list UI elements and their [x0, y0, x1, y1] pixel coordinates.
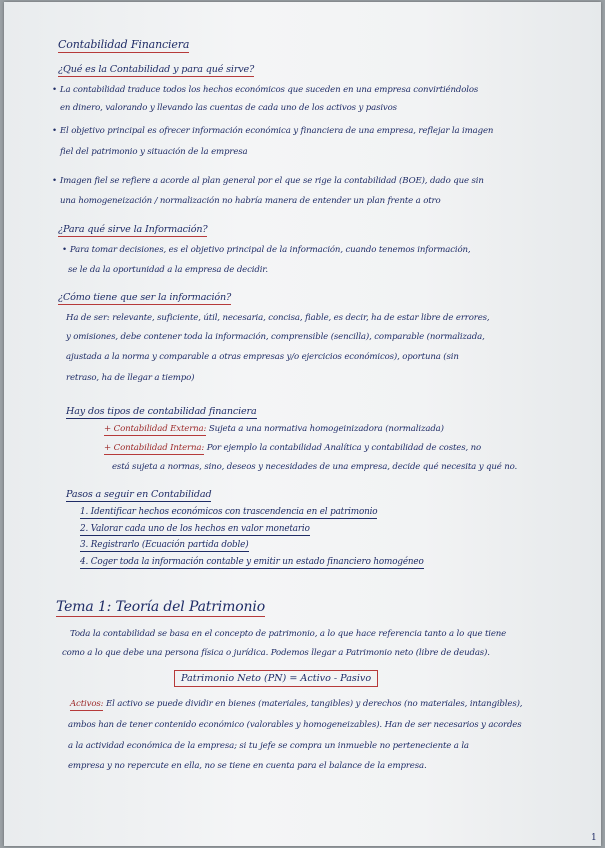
activos-line [70, 699, 522, 709]
bullet-dot-icon: • [52, 126, 57, 136]
text-line: se le da la oportunidad a la empresa de decidir. [68, 265, 268, 275]
tipo-interna [104, 443, 481, 453]
bullet-dot-icon: • [52, 85, 57, 95]
text-line: Imagen fiel se refiere a acorde al plan general por el que se rige la contabilidad (BOE), dado que sin [59, 176, 484, 186]
page-number: 1 [591, 833, 597, 843]
label-interna: + Contabilidad Interna: [104, 443, 205, 453]
notebook-page [4, 2, 601, 846]
page-title: Contabilidad Financiera [58, 38, 190, 51]
text-line: Sujeta a una normativa homogeinizadora (normalizada) [208, 424, 444, 434]
label-activos: Activos: [70, 699, 104, 709]
text-line: a la actividad económica de la empresa; si tu jefe se compra un inmueble no perteneciente a la [68, 741, 469, 751]
section-heading-tipos: Hay dos tipos de contabilidad financiera [66, 406, 257, 417]
paso-1: 1. Identificar hechos económicos con trascendencia en el patrimonio [80, 507, 378, 517]
text-line: La contabilidad traduce todos los hechos económicos que suceden en una empresa convirtiéndolos [59, 85, 479, 95]
paso-3: 3. Registrarlo (Ecuación partida doble) [80, 540, 249, 550]
text-line: empresa y no repercute en ella, no se tiene en cuenta para el balance de la empresa. [68, 761, 427, 771]
text-line: como a lo que debe una persona física o jurídica. Podemos llegar a Patrimonio neto (libre de deudas). [62, 648, 490, 658]
text-line: retraso, ha de llegar a tiempo) [66, 373, 195, 383]
bullet-line [52, 126, 493, 136]
bullet-line [62, 245, 471, 255]
text-line: Toda la contabilidad se basa en el concepto de patrimonio, a lo que hace referencia tanto a lo que tiene [70, 629, 507, 639]
text-line: ambos han de tener contenido económico (valorables y homogeneizables). Han de ser necesarios y acordes [68, 720, 522, 730]
bullet-dot-icon: • [52, 176, 57, 186]
bullet-dot-icon: • [62, 245, 67, 255]
text-line: El objetivo principal es ofrecer información económica y financiera de una empresa, reflejar la imagen [59, 126, 494, 136]
paso-4: 4. Coger toda la información contable y emitir un estado financiero homogéneo [80, 557, 424, 567]
text-line: Por ejemplo la contabilidad Analítica y contabilidad de costes, no [206, 443, 482, 453]
text-line: El activo se puede dividir en bienes (materiales, tangibles) y derechos (no materiales, intangibles), [105, 699, 523, 709]
bullet-line [52, 176, 484, 186]
section-heading-pasos: Pasos a seguir en Contabilidad [66, 489, 212, 500]
text-line: y omisiones, debe contener toda la información, comprensible (sencilla), comparable (normalizada, [66, 332, 485, 342]
section-heading-como: ¿Cómo tiene que ser la información? [58, 292, 232, 303]
text-line: está sujeta a normas, sino, deseos y necesidades de una empresa, decide qué necesita y qué no. [112, 462, 518, 472]
section-heading-para-que: ¿Para qué sirve la Información? [58, 224, 208, 235]
text-line: en dinero, valorando y llevando las cuentas de cada uno de los activos y pasivos [60, 103, 397, 113]
section-heading-que-es: ¿Qué es la Contabilidad y para qué sirve? [58, 64, 255, 75]
tipo-externa [104, 424, 444, 434]
text-line: fiel del patrimonio y situación de la empresa [60, 147, 248, 157]
text-line: Para tomar decisiones, es el objetivo principal de la información, cuando tenemos información, [69, 245, 471, 255]
text-line: una homogeneización / normalización no habría manera de entender un plan frente a otro [60, 196, 441, 206]
tema-heading: Tema 1: Teoría del Patrimonio [56, 599, 265, 615]
text-line: ajustada a la norma y comparable a otras empresas y/o ejercicios económicos), oportuna (sin [66, 352, 459, 362]
label-externa: + Contabilidad Externa: [104, 424, 207, 434]
bullet-line [52, 85, 478, 95]
formula-box: Patrimonio Neto (PN) = Activo - Pasivo [174, 670, 378, 687]
paso-2: 2. Valorar cada uno de los hechos en valor monetario [80, 524, 310, 534]
text-line: Ha de ser: relevante, suficiente, útil, necesaria, concisa, fiable, es decir, ha de estar libre de errores, [66, 313, 490, 323]
